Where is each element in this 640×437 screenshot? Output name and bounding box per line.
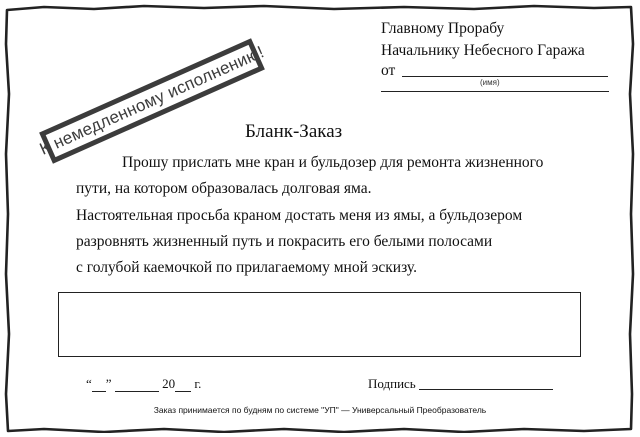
stamp-text: К немедленному исполнению! bbox=[36, 42, 267, 159]
addressee-block bbox=[381, 18, 585, 62]
signature-label: Подпись bbox=[368, 376, 416, 391]
year-prefix: 20 bbox=[162, 376, 176, 391]
form-title: Бланк-Заказ bbox=[245, 121, 343, 142]
sketch-box[interactable] bbox=[58, 292, 581, 357]
date-open-quote: “ bbox=[86, 376, 92, 391]
from-field-line bbox=[402, 76, 608, 77]
name-caption: (имя) bbox=[480, 78, 500, 87]
date-field bbox=[86, 376, 201, 392]
name-field-line bbox=[381, 91, 609, 92]
day-blank[interactable] bbox=[92, 377, 106, 392]
from-label: от bbox=[381, 62, 396, 79]
request-line-3: Настоятельная просьба краном достать меня из ямы, а бульдозером bbox=[76, 206, 523, 224]
signature-line[interactable] bbox=[419, 389, 553, 390]
month-blank[interactable] bbox=[115, 377, 159, 392]
request-line-4: разровнять жизненный путь и покрасить его белыми полосами bbox=[76, 232, 493, 250]
addressee-line-1: Главному Прорабу bbox=[381, 20, 505, 37]
addressee-line-2: Начальнику Небесного Гаража bbox=[381, 42, 585, 59]
year-blank[interactable] bbox=[175, 377, 191, 392]
request-line-5: с голубой каемочкой по прилагаемому мной эскизу. bbox=[76, 259, 417, 277]
year-suffix: г. bbox=[194, 376, 202, 391]
request-text bbox=[76, 150, 586, 281]
date-close-quote: ” bbox=[105, 376, 112, 391]
request-line-1: Прошу прислать мне кран и бульдозер для ремонта жизненного bbox=[122, 154, 544, 171]
footer-note: Заказ принимается по будням по системе "УП" — Универсальный Преобразователь bbox=[153, 405, 487, 415]
request-line-2: пути, на котором образовалась долговая яма. bbox=[76, 180, 372, 198]
